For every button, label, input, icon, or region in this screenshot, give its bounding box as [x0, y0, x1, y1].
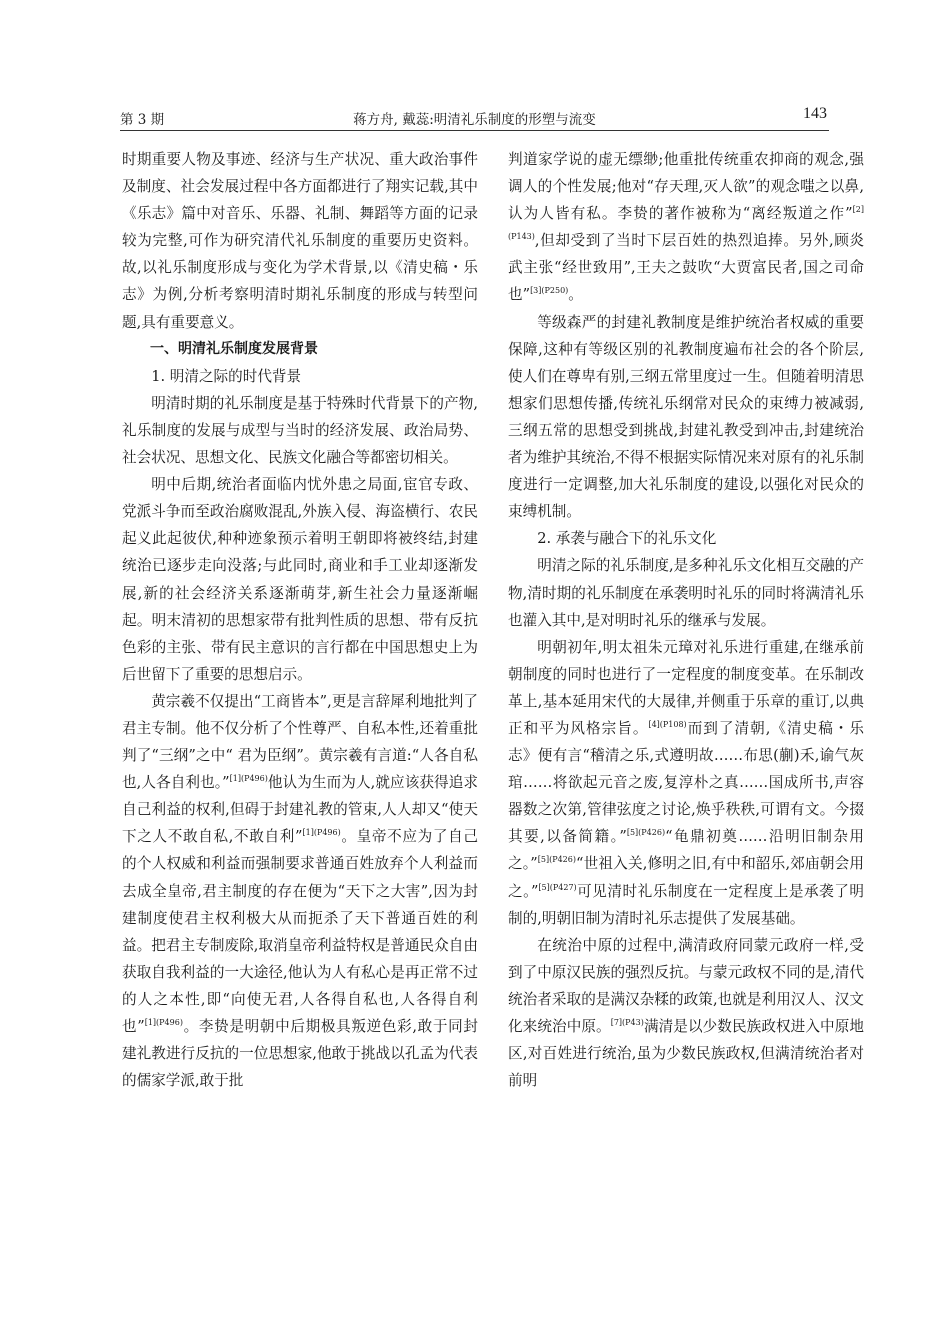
- text-run: “世祖入关,修明之旧,有中和韶乐,郊庙朝会用之。”: [508, 855, 864, 900]
- running-header: [120, 100, 829, 131]
- citation-reference: [5](P427): [538, 882, 577, 892]
- text-run: 满清是以少数民族政权进入中原地区,对百姓进行统治,虽为少数民族政权,但满清统治者对前明: [508, 1018, 864, 1090]
- text-run: ,但却受到了当时下层百姓的热烈追捧。另外,顾炎武主张“经世致用”,王夫之鼓吹“大贾富民者,国之司命也”: [508, 232, 864, 304]
- citation-reference: [4](P108): [648, 719, 687, 729]
- right-column: [508, 146, 864, 1094]
- paragraph: 等级森严的封建礼教制度是维护统治者权威的重要保障,这种有等级区别的礼教制度遍布社会的各个阶层,使人们在尊卑有别,三纲五常里度过一生。但随着明清思想家们思想传播,传统礼乐纲常对民众的束缚力被减弱,三纲五常的思想受到挑战,封建礼教受到冲击,封建统治者为维护其统治,不得不根据实际情况来对原有的礼乐制度进行一定调整,加大礼乐制度的建设,以强化对民众的束缚机制。: [508, 313, 864, 521]
- issue-number: 第 3 期: [120, 112, 165, 128]
- text-run: 而到了清朝,《清史稿・乐志》便有言“稽清之乐,式遵明故……布思(蒯)禾,谕气灰琯……将欲起元音之废,复淳朴之真……国成所书,声容器数之次第,管律弦度之讨论,焕乎秩秩,可谓有文。今掇其要,以备简籍。”: [508, 719, 864, 846]
- paragraph-continued: [508, 146, 864, 309]
- text-run: 黄宗羲不仅提出“工商皆本”,更是言辞犀利地批判了君主专制。他不仅分析了个性尊严、自私本性,还着重批判了“三纲”之中“ 君为臣纲”。黄宗羲有言道:“人各自私也,人各自利也。”: [122, 692, 478, 792]
- paragraph: [508, 634, 864, 932]
- text-run: “龟鼎初奠……沿明旧制杂用之。”: [508, 828, 864, 873]
- text-run: 可见清时礼乐制度在一定程度上是承袭了明制的,明朝旧制为清时礼乐志提供了发展基础。: [508, 882, 864, 927]
- paragraph: 明清时期的礼乐制度是基于特殊时代背景下的产物,礼乐制度的发展与成型与当时的经济发展、政治局势、社会状况、思想文化、民族文化融合等都密切相关。: [122, 394, 478, 467]
- citation-reference: [1](P496): [144, 1018, 183, 1027]
- paragraph: [122, 688, 478, 1094]
- paragraph: [508, 932, 864, 1095]
- citation-reference: [5](P426): [537, 855, 576, 865]
- citation-reference: [7](P43): [610, 1018, 644, 1027]
- section-heading: 一、明清礼乐制度发展背景: [150, 340, 318, 357]
- text-run: 判道家学说的虚无缥缈;他重批传统重农抑商的观念,强调人的个性发展;他对“存天理,灭人欲”的观念嗤之以鼻,认为人皆有私。李贽的著作被称为“离经叛道之作”: [508, 151, 864, 223]
- citation-reference: [2](P143): [508, 205, 864, 242]
- subsection-heading: 2. 承袭与融合下的礼乐文化: [537, 530, 717, 548]
- citation-reference: [1](P496): [302, 828, 341, 838]
- citation-reference: [1](P496): [229, 774, 268, 784]
- citation-reference: [5](P426): [626, 828, 666, 838]
- page-number: 143: [803, 105, 827, 122]
- text-run: 他认为生而为人,就应该获得追求自己利益的权利,但碍于封建礼教的管束,人人却又“使天下之人不敢自私,不敢自利”: [122, 774, 478, 846]
- text-run: 。皇帝不应为了自己的个人权威和利益而强制要求普通百姓放弃个人利益而去成全皇帝,君主制度的存在便为“天下之大害”,因为封建制度使君主权利极大从而扼杀了天下普通百姓的利益。把君主专制废除,取消皇帝利益特权是普通民众自由获取自我利益的一大途径,他认为人有私心是再正常不过的人之本性,即“向使无君,人各得自私也,人各得自利也”: [122, 828, 478, 1035]
- text-run: 明朝初年,明太祖朱元璋对礼乐进行重建,在继承前朝制度的同时也进行了一定程度的制度变革。在乐制改革上,基本延用宋代的大晟律,并侧重于乐章的重订,以典正和平为风格宗旨。: [508, 638, 864, 737]
- text-run: 。李贽是明朝中后期极具叛逆色彩,敢于同封建礼教进行反抗的一位思想家,他敢于挑战以孔孟为代表的儒家学派,敢于批: [122, 1018, 478, 1090]
- running-title: 蒋方舟, 戴蕊:明清礼乐制度的形塑与流变: [353, 112, 596, 128]
- citation-reference: [3](P250): [530, 286, 569, 296]
- paragraph-continued: 时期重要人物及事迹、经济与生产状况、重大政治事件及制度、社会发展过程中各方面都进行了翔实记载,其中《乐志》篇中对音乐、乐器、礼制、舞蹈等方面的记录较为完整,可作为研究清代礼乐制度的重要历史资料。故,以礼乐制度形成与变化为学术背景,以《清史稿・乐志》为例,分析考察明清时期礼乐制度的形成与转型问题,具有重要意义。: [122, 151, 478, 331]
- left-column: [122, 146, 478, 1094]
- text-run: 。: [568, 286, 583, 304]
- paragraph: 明清之际的礼乐制度,是多种礼乐文化相互交融的产物,清时期的礼乐制度在承袭明时礼乐的同时将满清礼乐也灌入其中,是对明时礼乐的继承与发展。: [508, 557, 864, 629]
- paragraph: 明中后期,统治者面临内忧外患之局面,宦官专政、党派斗争而至政治腐败混乱,外族入侵、海盗横行、农民起义此起彼伏,种种迹象预示着明王朝即将被终结,封建统治已逐步走向没落;与此同时,商业和手工业却逐渐发展,新的社会经济关系逐渐萌芽,新生社会力量逐渐崛起。明末清初的思想家带有批判性质的思想、带有反抗色彩的主张、带有民主意识的言行都在中国思想史上为后世留下了重要的思想启示。: [122, 476, 478, 683]
- subsection-heading: 1. 明清之际的时代背景: [151, 367, 302, 385]
- text-run: 在统治中原的过程中,满清政府同蒙元政府一样,受到了中原汉民族的强烈反抗。与蒙元政权不同的是,清代统治者采取的是满汉杂糅的政策,也就是利用汉人、汉文化来统治中原。: [508, 936, 864, 1035]
